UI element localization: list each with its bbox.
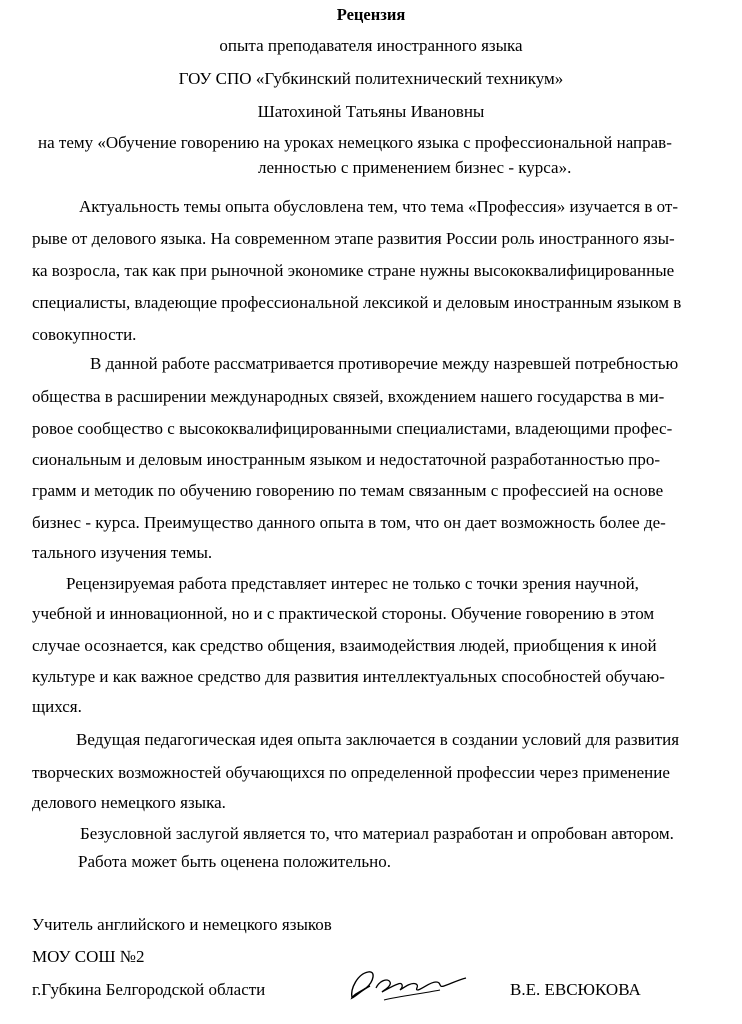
paragraph-2-line: грамм и методик по обучению говорению по темам связанным с профессией на основе xyxy=(32,481,664,500)
paragraph-5-line: Безусловной заслугой является то, что материал разработан и опробован автором. xyxy=(80,824,674,843)
topic-line-2: ленностью с применением бизнес - курса». xyxy=(258,158,572,177)
paragraph-6-line: Работа может быть оценена положительно. xyxy=(78,852,391,871)
paragraph-3-line: учебной и инновационной, но и с практической стороны. Обучение говорению в этом xyxy=(32,604,655,623)
paragraph-1-line: Актуальность темы опыта обусловлена тем, что тема «Профессия» изучается в от- xyxy=(79,197,678,216)
signatory-position: Учитель английского и немецкого языков xyxy=(32,915,332,934)
paragraph-2-line: тального изучения темы. xyxy=(32,543,213,562)
paragraph-2-line: В данной работе рассматривается противоречие между назревшей потребностью xyxy=(90,354,679,373)
signatory-name: В.Е. ЕВСЮКОВА xyxy=(510,980,641,999)
signatory-school: МОУ СОШ №2 xyxy=(32,947,145,966)
topic-line-1: на тему «Обучение говорению на уроках немецкого языка с профессиональной направ- xyxy=(38,133,672,152)
header-line-2: ГОУ СПО «Губкинский политехнический техникум» xyxy=(178,69,564,88)
paragraph-1-line: специалисты, владеющие профессиональной лексикой и деловым иностранным языком в xyxy=(32,293,682,312)
paragraph-3-line: щихся. xyxy=(32,697,82,716)
paragraph-2-line: сиональным и деловым иностранным языком и недостаточной разработанностью про- xyxy=(32,450,661,469)
paragraph-4-line: делового немецкого языка. xyxy=(32,793,226,812)
paragraph-2-line: общества в расширении международных связей, вхождением нашего государства в ми- xyxy=(32,387,665,406)
handwritten-signature xyxy=(340,960,470,1010)
paragraph-1-line: совокупности. xyxy=(32,325,137,344)
paragraph-1-line: ка возросла, так как при рыночной экономике стране нужны высококвалифицированные xyxy=(32,261,675,280)
paragraph-3-line: случае осознается, как средство общения, взаимодействия людей, приобщения к иной xyxy=(32,636,657,655)
header-line-1: опыта преподавателя иностранного языка xyxy=(219,36,523,55)
paragraph-4-line: творческих возможностей обучающихся по определенной профессии через применение xyxy=(32,763,670,782)
paragraph-3-line: Рецензируемая работа представляет интерес не только с точки зрения научной, xyxy=(66,574,639,593)
paragraph-3-line: культуре и как важное средство для развития интеллектуальных способностей обучаю- xyxy=(32,667,665,686)
paragraph-2-line: бизнес - курса. Преимущество данного опыта в том, что он дает возможность более де- xyxy=(32,513,666,532)
signatory-city: г.Губкина Белгородской области xyxy=(32,980,266,999)
document-title: Рецензия xyxy=(336,5,406,24)
paragraph-1-line: рыве от делового языка. На современном этапе развития России роль иностранного язы- xyxy=(32,229,675,248)
header-line-3: Шатохиной Татьяны Ивановны xyxy=(257,102,485,121)
paragraph-4-line: Ведущая педагогическая идея опыта заключается в создании условий для развития xyxy=(76,730,680,749)
paragraph-2-line: ровое сообщество с высококвалифицированными специалистами, владеющими профес- xyxy=(32,419,673,438)
